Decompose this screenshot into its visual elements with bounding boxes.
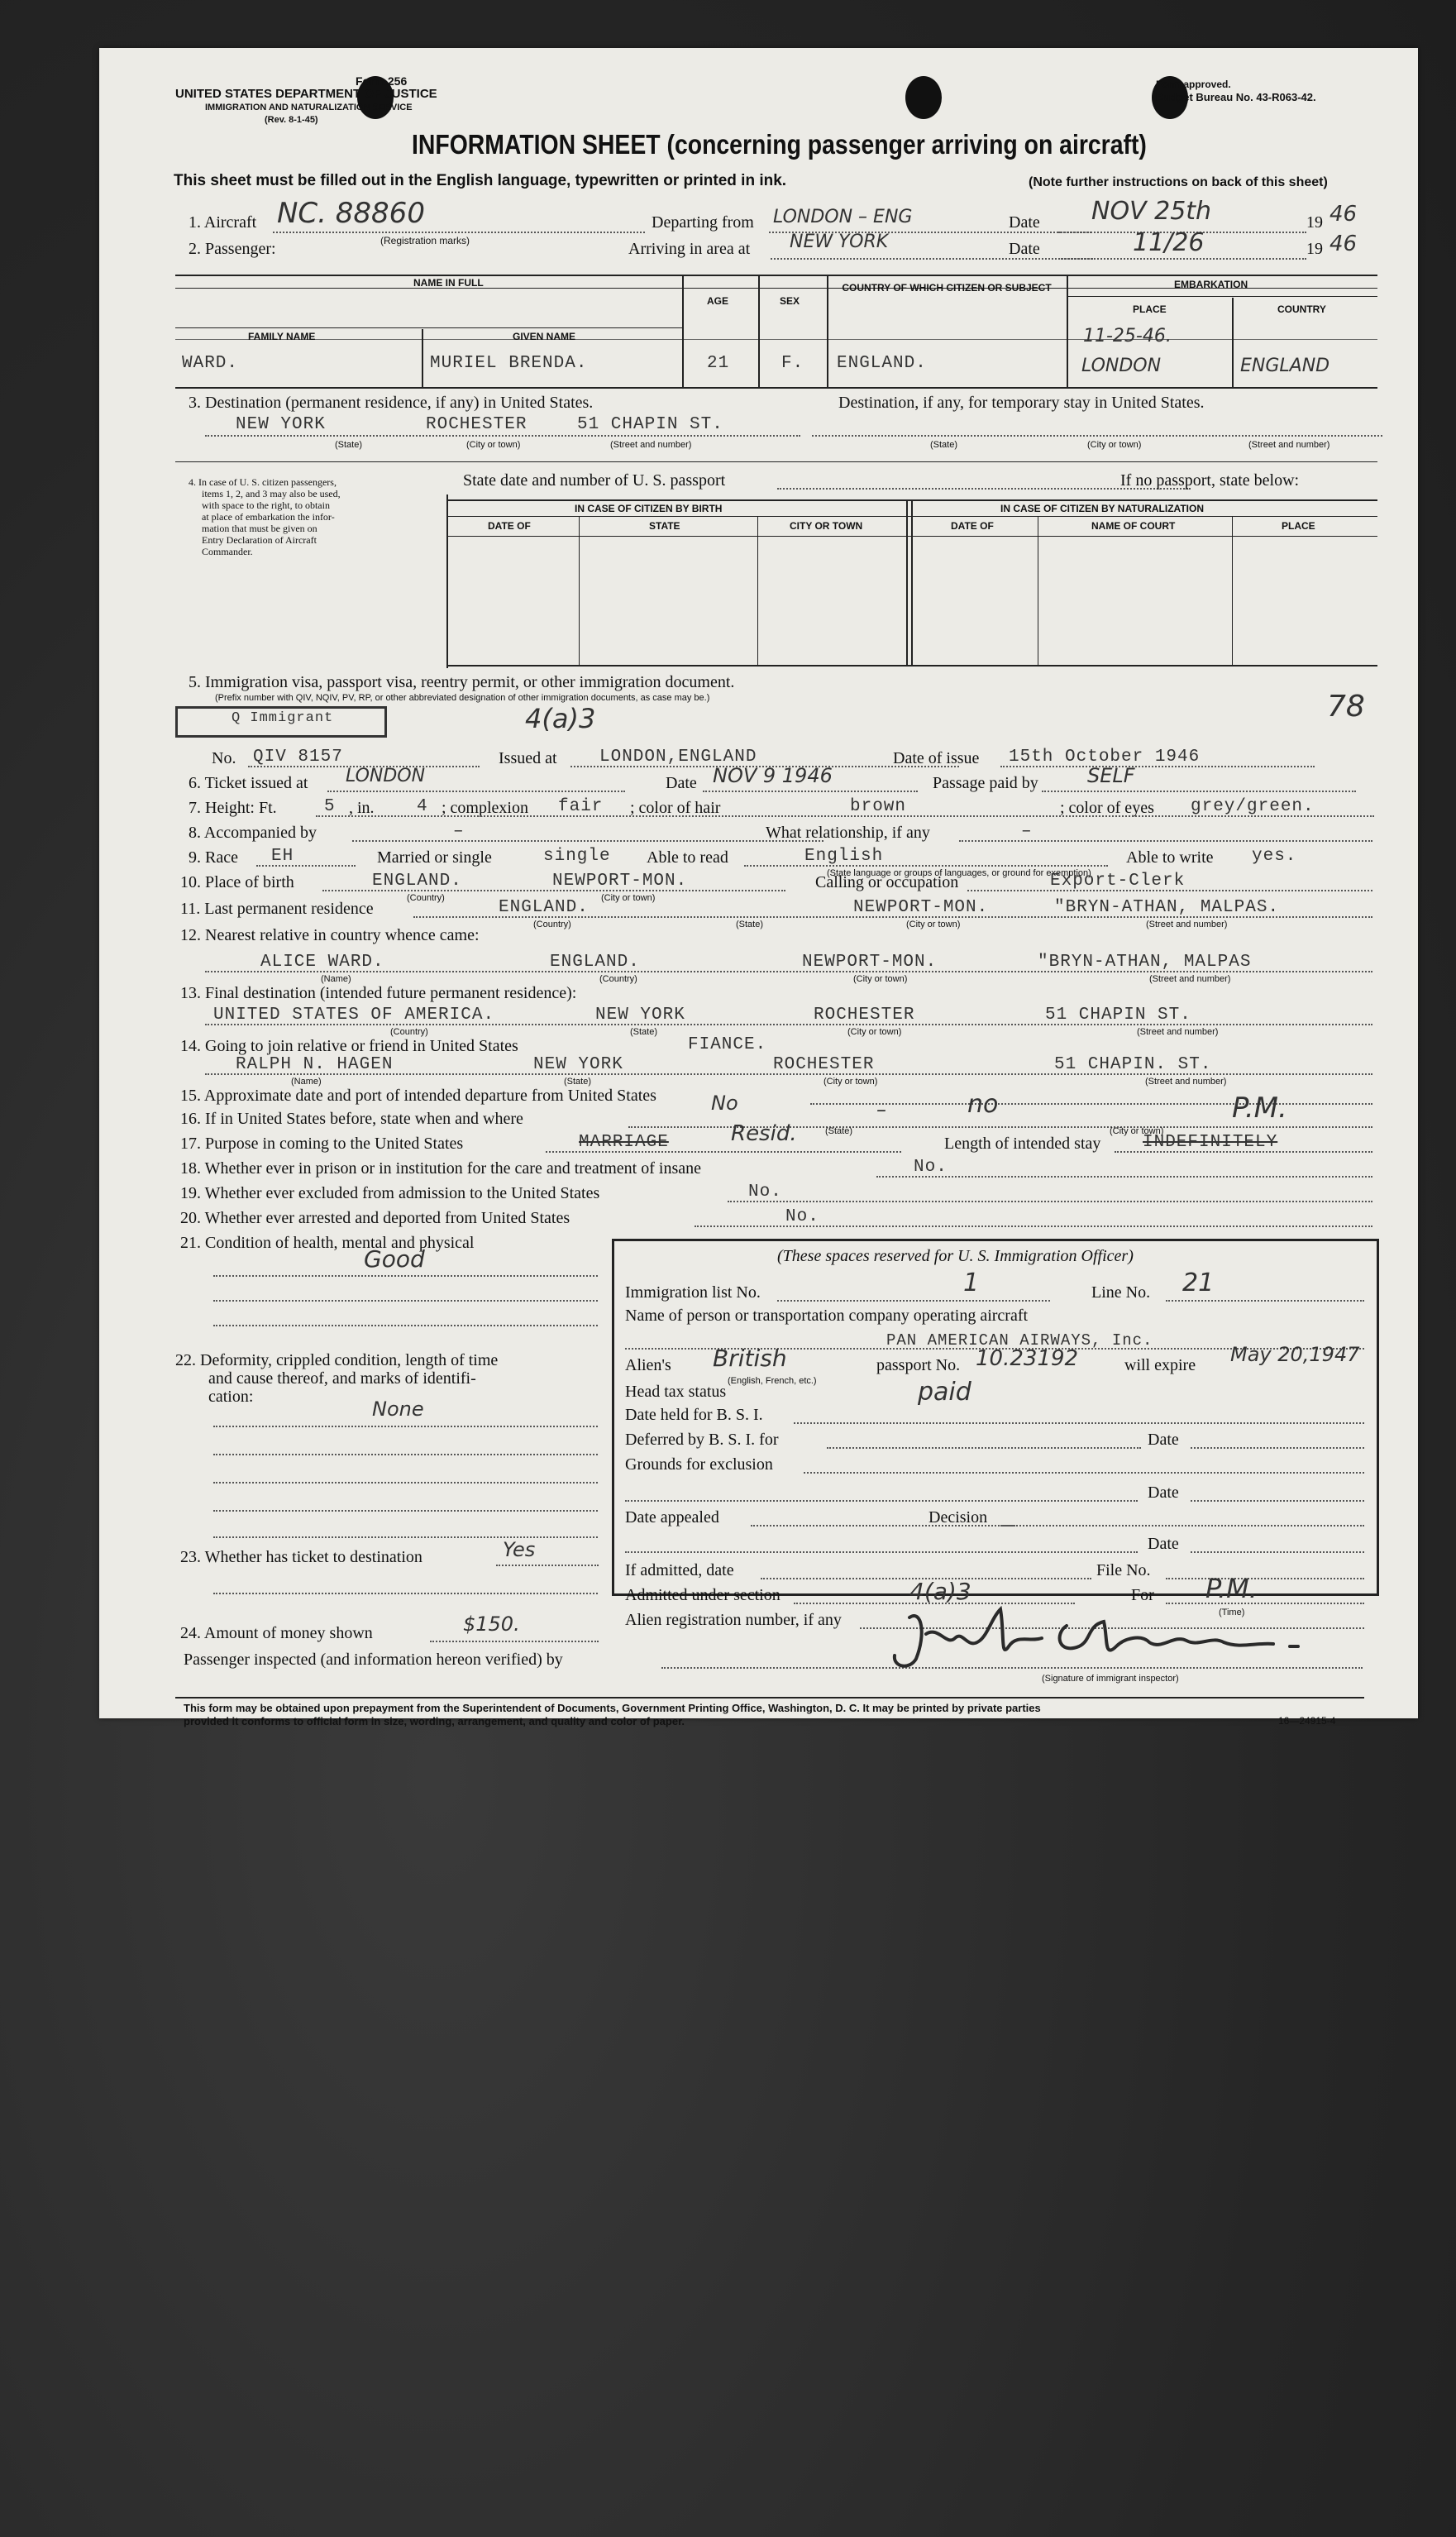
join-state: NEW YORK [533, 1055, 623, 1074]
caption-lr-city: (City or town) [906, 920, 961, 929]
label-going-to-join: 14. Going to join relative or friend in United States [180, 1037, 518, 1055]
label-date-b: Date [1148, 1484, 1179, 1502]
h-name-full: NAME IN FULL [413, 277, 484, 289]
label-issued-at: Issued at [499, 749, 557, 767]
arriving-value: NEW YORK [790, 232, 889, 252]
final-street: 51 CHAPIN ST. [1045, 1006, 1191, 1025]
label-transport: Name of person or transportation company operating aircraft [625, 1307, 1029, 1325]
head-tax-value: paid [918, 1378, 971, 1407]
h-citizen-birth: IN CASE OF CITIZEN BY BIRTH [575, 503, 723, 514]
caption-before-city: (City or town) [1110, 1126, 1164, 1136]
h-state: STATE [649, 520, 680, 532]
label-destination: 3. Destination (permanent residence, if any) in United States. [189, 394, 594, 412]
label-purpose: 17. Purpose in coming to the United States [180, 1135, 464, 1153]
label-date-of-issue: Date of issue [893, 749, 980, 767]
caption-state-temp: (State) [930, 440, 958, 450]
label-imm-list: Immigration list No. [625, 1283, 761, 1302]
deported-value: No. [785, 1207, 819, 1226]
age-value: 21 [707, 354, 730, 373]
embark-date-value: 11-25-46. [1083, 326, 1172, 346]
label-aliens: Alien's [625, 1356, 671, 1374]
label-departure: 15. Approximate date and port of intended departure from United States [180, 1087, 656, 1105]
caption-final-city: (City or town) [847, 1027, 902, 1037]
label-will-expire: will expire [1124, 1356, 1196, 1374]
deformity-hand: None [372, 1398, 424, 1421]
purpose-value: MARRIAGE [579, 1133, 669, 1152]
h-sex: SEX [780, 295, 800, 307]
label-in: , in. [349, 799, 375, 817]
label-birth-place: 10. Place of birth [180, 873, 294, 891]
for-caption: (Time) [1219, 1608, 1245, 1617]
caption-join-name: (Name) [291, 1077, 322, 1087]
read-value: English [804, 847, 884, 866]
excluded-value: No. [748, 1182, 782, 1202]
label-immigration-visa: 5. Immigration visa, passport visa, reentry permit, or other immigration document. [189, 673, 735, 691]
married-value: single [543, 847, 611, 866]
money-hand: $150. [463, 1612, 520, 1636]
label-calling: Calling or occupation [815, 873, 959, 891]
visa-sublabel: (Prefix number with QIV, NQIV, PV, RP, or other abbreviated designation of other immigration documents, as case may be.) [215, 693, 710, 703]
label-for: For [1131, 1586, 1154, 1604]
officer-box-title: (These spaces reserved for U. S. Immigration Officer) [777, 1247, 1134, 1265]
embark-place-value: LONDON [1081, 356, 1162, 376]
aircraft-value: NC. 88860 [277, 197, 425, 230]
h-citizen-nat: IN CASE OF CITIZEN BY NATURALIZATION [1000, 503, 1204, 514]
last-residence-street: "BRYN-ATHAN, MALPAS. [1054, 898, 1280, 917]
h-given-name: GIVEN NAME [513, 331, 576, 342]
before-hand-4: P.M. [1232, 1092, 1287, 1125]
last-residence-city: NEWPORT-MON. [853, 898, 989, 917]
final-city: ROCHESTER [814, 1006, 915, 1025]
ticket-place-value: LONDON [346, 766, 426, 786]
join-relationship: FIANCE. [688, 1035, 767, 1054]
expire-value: May 20,1947 [1230, 1343, 1360, 1366]
label-arriving: Arriving in area at [628, 240, 751, 258]
caption-birth-city: (City or town) [601, 893, 656, 903]
service-line: IMMIGRATION AND NATURALIZATION SERVICE [205, 103, 413, 112]
punch-hole [905, 76, 942, 119]
label-ticket-dest: 23. Whether has ticket to destination [180, 1548, 422, 1566]
label-write: Able to write [1126, 848, 1214, 867]
label-complexion: ; complexion [442, 799, 528, 817]
budget-bureau: Budget Bureau No. 43-R063-42. [1156, 91, 1316, 103]
label-us-passport: State date and number of U. S. passport [463, 471, 726, 490]
department-line: UNITED STATES DEPARTMENT OF JUSTICE [175, 87, 437, 101]
label-date-1: Date [1009, 213, 1040, 232]
label-decision: Decision [928, 1508, 988, 1526]
label-if-admitted: If admitted, date [625, 1561, 734, 1579]
label-length-stay: Length of intended stay [944, 1135, 1101, 1153]
label-line-no: Line No. [1091, 1283, 1151, 1302]
label-date-2: Date [1009, 240, 1040, 258]
label-prison: 18. Whether ever in prison or in institution for the care and treatment of insane [180, 1159, 701, 1178]
label-excluded: 19. Whether ever excluded from admission to the United States [180, 1184, 600, 1202]
label-date-a: Date [1148, 1431, 1179, 1449]
label-race: 9. Race [189, 848, 238, 867]
label-visa-no: No. [212, 749, 236, 767]
year-prefix-2: 19 [1306, 240, 1323, 258]
departing-value: LONDON – ENG [773, 207, 913, 227]
aliens-hand: British [713, 1345, 787, 1372]
caption-final-state: (State) [630, 1027, 658, 1037]
inspector-signature [876, 1601, 1339, 1675]
birth-country-value: ENGLAND. [372, 872, 462, 891]
embark-country-value: ENGLAND [1240, 356, 1330, 376]
h-place-2: PLACE [1282, 520, 1315, 532]
label-inspected: Passenger inspected (and information hereon verified) by [184, 1651, 563, 1669]
line-no-value: 21 [1182, 1268, 1215, 1297]
label-height: 7. Height: Ft. [189, 799, 277, 817]
form-sheet [99, 48, 1418, 1718]
h-date-of: DATE OF [488, 520, 531, 532]
calling-value: Export-Clerk [1050, 872, 1186, 891]
caption-street: (Street and number) [610, 440, 692, 450]
label-head-tax: Head tax status [625, 1383, 727, 1401]
page-title: INFORMATION SHEET (concerning passenger arriving on aircraft) [412, 129, 1147, 160]
label-read: Able to read [647, 848, 728, 867]
h-city-town: CITY OR TOWN [790, 520, 863, 532]
revision: (Rev. 8-1-45) [265, 115, 318, 125]
h-place: PLACE [1133, 303, 1167, 315]
accompanied-value: – [453, 822, 465, 841]
year-prefix-1: 19 [1306, 213, 1323, 232]
relative-name: ALICE WARD. [260, 953, 384, 972]
caption-join-street: (Street and number) [1145, 1077, 1227, 1087]
height-ft-value: 5 [324, 797, 336, 816]
note-back: (Note further instructions on back of this sheet) [1029, 175, 1328, 189]
dest-state-value: NEW YORK [236, 415, 326, 434]
caption-lr-country: (Country) [533, 920, 571, 929]
transport-value: PAN AMERICAN AIRWAYS, Inc. [886, 1331, 1153, 1350]
relationship-value: – [1021, 822, 1033, 841]
date-of-issue-value: 15th October 1946 [1009, 748, 1201, 767]
label-nearest-relative: 12. Nearest relative in country whence came: [180, 926, 480, 944]
write-value: yes. [1252, 847, 1297, 866]
relative-street: "BRYN-ATHAN, MALPAS [1038, 953, 1252, 972]
dest-city-value: ROCHESTER [426, 415, 528, 434]
final-country: UNITED STATES OF AMERICA. [213, 1006, 495, 1025]
label-ticket-date: Date [666, 774, 697, 792]
issued-at-value: LONDON,ENGLAND [599, 748, 757, 767]
birth-city-value: NEWPORT-MON. [552, 872, 688, 891]
label-no-passport: If no passport, state below: [1120, 471, 1300, 490]
label-aircraft: 1. Aircraft [189, 213, 257, 232]
hair-value: brown [850, 797, 907, 816]
h-date-of-2: DATE OF [951, 520, 994, 532]
caption-city: (City or town) [466, 440, 521, 450]
h-age: AGE [707, 295, 729, 307]
signature-caption: (Signature of immigrant inspector) [1042, 1674, 1179, 1684]
date-2-value: 11/26 [1133, 228, 1205, 257]
height-in-value: 4 [417, 797, 428, 816]
h-country: COUNTRY [1277, 303, 1326, 315]
race-value: EH [271, 847, 294, 866]
h-family-name: FAMILY NAME [248, 331, 316, 342]
caption-before-state: (State) [825, 1126, 853, 1136]
label-file-no: File No. [1096, 1561, 1151, 1579]
caption-final-street: (Street and number) [1137, 1027, 1219, 1037]
label-hair: ; color of hair [630, 799, 721, 817]
label-final-destination: 13. Final destination (intended future permanent residence): [180, 984, 577, 1002]
label-married: Married or single [377, 848, 492, 867]
label-passenger: 2. Passenger: [189, 240, 276, 258]
label-paid-by: Passage paid by [933, 774, 1038, 792]
caption-join-state: (State) [564, 1077, 592, 1087]
caption-city-temp: (City or town) [1087, 440, 1142, 450]
admitted-under-value: 4(a)3 [909, 1578, 971, 1605]
label-departing-text: Departing from [652, 213, 754, 232]
relative-country: ENGLAND. [550, 953, 640, 972]
label-accompanied: 8. Accompanied by [189, 824, 317, 842]
caption-rel-name: (Name) [321, 974, 351, 984]
final-state: NEW YORK [595, 1006, 685, 1025]
paid-by-value: SELF [1087, 764, 1135, 787]
label-deferred: Deferred by B. S. I. for [625, 1431, 779, 1449]
label-before: 16. If in United States before, state when and where [180, 1110, 523, 1128]
aliens-caption: (English, French, etc.) [728, 1376, 817, 1386]
given-name-value: MURIEL BRENDA. [430, 354, 588, 373]
before-hand-3: no [967, 1090, 999, 1119]
before-hand-1: No [711, 1092, 738, 1115]
visa-no-value: QIV 8157 [253, 748, 343, 767]
immigrant-stamp: Q Immigrant [232, 710, 334, 726]
label-relationship: What relationship, if any [766, 824, 930, 842]
caption-join-city: (City or town) [823, 1077, 878, 1087]
before-hand-2: – [876, 1098, 886, 1121]
caption-final-country: (Country) [390, 1027, 428, 1037]
join-city: ROCHESTER [773, 1055, 875, 1074]
read-caption: (State language or groups of languages, or ground for exemption) [827, 868, 1091, 878]
year-1-value: 46 [1329, 202, 1358, 227]
label-date-appealed: Date appealed [625, 1508, 719, 1526]
sex-value: F. [781, 354, 804, 373]
for-value: P.M. [1205, 1573, 1258, 1604]
caption-lr-street: (Street and number) [1146, 920, 1228, 929]
ticket-dest-hand: Yes [503, 1538, 536, 1561]
h-name-court: NAME OF COURT [1091, 520, 1176, 532]
label-last-residence: 11. Last permanent residence [180, 900, 374, 918]
label-money: 24. Amount of money shown [180, 1624, 373, 1642]
purpose-hand: Resid. [731, 1121, 797, 1146]
label-deported: 20. Whether ever arrested and deported from United States [180, 1209, 570, 1227]
join-name: RALPH N. HAGEN [236, 1055, 394, 1074]
complexion-value: fair [558, 797, 604, 816]
caption-birth-country: (Country) [407, 893, 445, 903]
year-2-value: 46 [1329, 232, 1358, 256]
form-approved: Form approved. [1156, 79, 1231, 90]
caption-rel-country: (Country) [599, 974, 637, 984]
ticket-date-value: NOV 9 1946 [713, 764, 833, 787]
eyes-value: grey/green. [1191, 797, 1315, 816]
stay-value: INDEFINITELY [1143, 1133, 1278, 1152]
form-code: 16—24915-4 [1278, 1715, 1336, 1727]
caption-rel-street: (Street and number) [1149, 974, 1231, 984]
health-hand: Good [364, 1245, 425, 1273]
caption-street-temp: (Street and number) [1248, 440, 1330, 450]
label-deformity: 22. Deformity, crippled condition, length of time and cause thereof, and marks of identifi- cation: [175, 1351, 499, 1406]
visa-section-hand: 4(a)3 [525, 703, 596, 734]
relative-city: NEWPORT-MON. [802, 953, 938, 972]
fine-print-1: This form may be obtained upon prepayment from the Superintendent of Documents, Government Printing Office, Washington, D. C. It may be printed by private parties [184, 1702, 1041, 1714]
family-name-value: WARD. [182, 354, 239, 373]
form-number: Form 256 [356, 74, 408, 88]
last-residence-country: ENGLAND. [499, 898, 589, 917]
prison-value: No. [914, 1158, 948, 1177]
caption-state: (State) [335, 440, 363, 450]
label-passport-no: passport No. [876, 1356, 961, 1374]
passport-no-value: 10.23192 [976, 1346, 1079, 1371]
join-street: 51 CHAPIN. ST. [1054, 1055, 1212, 1074]
dest-street-value: 51 CHAPIN ST. [577, 415, 723, 434]
label-health: 21. Condition of health, mental and physical [180, 1234, 475, 1252]
label-alien-reg: Alien registration number, if any [625, 1611, 842, 1629]
instruction-text: This sheet must be filled out in the English language, typewritten or printed in ink. [174, 172, 787, 189]
fine-print-2: provided it conforms to official form in size, wording, arrangement, and quality and color of paper. [184, 1715, 685, 1727]
date-1-value: NOV 25th [1091, 197, 1212, 226]
caption-lr-state: (State) [736, 920, 764, 929]
h-embarkation: EMBARKATION [1174, 279, 1248, 290]
caption-rel-city: (City or town) [853, 974, 908, 984]
label-grounds: Grounds for exclusion [625, 1455, 773, 1474]
h-country-citizen: COUNTRY OF WHICH CITIZEN OR SUBJECT [842, 282, 1052, 294]
imm-list-value: 1 [963, 1268, 980, 1297]
label-ticket: 6. Ticket issued at [189, 774, 308, 792]
visa-right-hand: 78 [1327, 690, 1365, 724]
row4-instructions: 4. In case of U. S. citizen passengers, items 1, 2, and 3 may also be used, with space to the right, to obtain at place of embarkation the infor- mation that must be given on Entry Declaration of Aircraft Commander. [189, 476, 341, 557]
label-eyes: ; color of eyes [1060, 799, 1154, 817]
country-value: ENGLAND. [837, 354, 927, 373]
label-date-c: Date [1148, 1535, 1179, 1553]
label-admitted-under: Admitted under section [625, 1586, 781, 1604]
caption-reg-marks: (Registration marks) [380, 235, 470, 246]
label-date-held: Date held for B. S. I. [625, 1406, 763, 1424]
label-destination-temp: Destination, if any, for temporary stay in United States. [838, 394, 1205, 412]
